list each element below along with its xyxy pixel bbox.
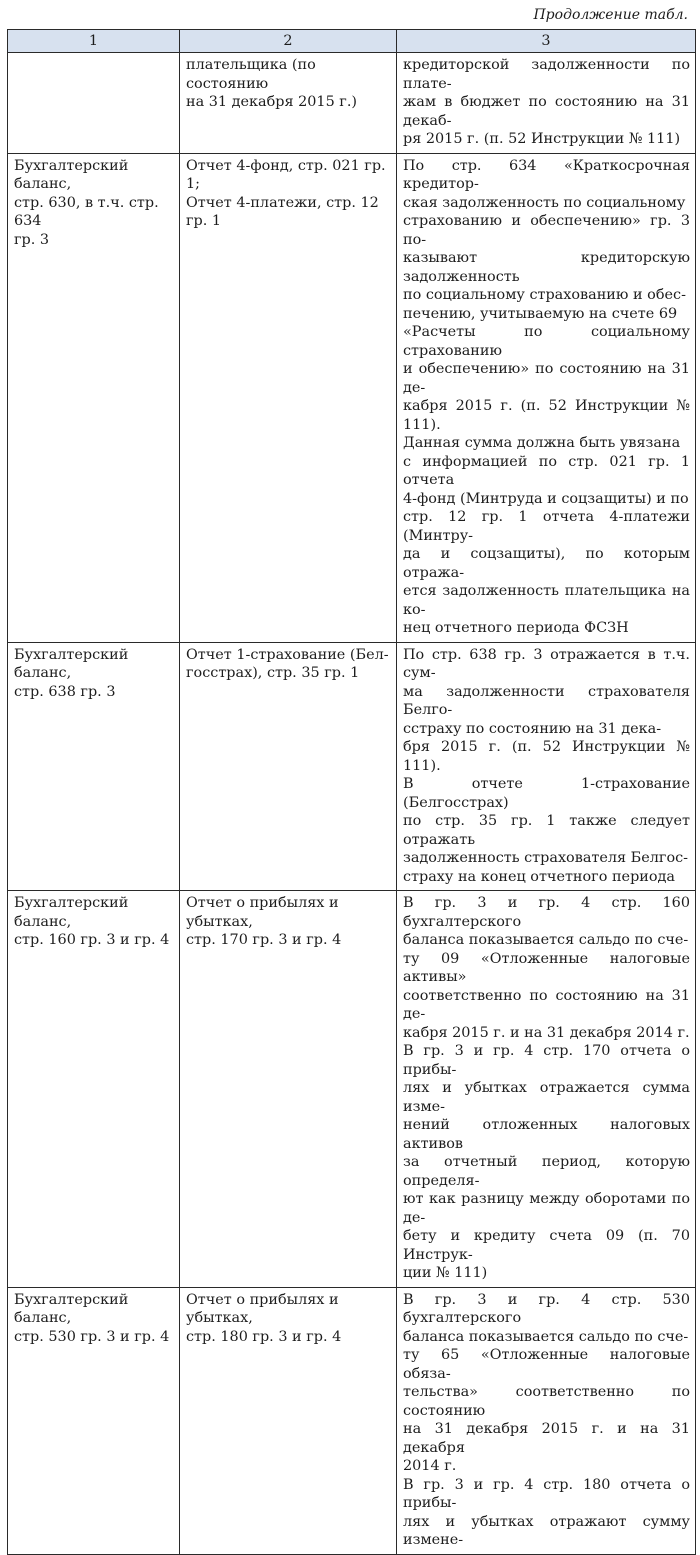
cell-text-line: соответственно по состоянию на 31 де- xyxy=(403,987,690,1022)
table-row xyxy=(8,153,696,642)
table-row xyxy=(8,53,696,154)
column-header-2: 2 xyxy=(180,30,397,53)
cell-text-line: стр. 12 гр. 1 отчета 4-платежи (Минтру- xyxy=(403,509,690,544)
table-cell-col-3 xyxy=(397,153,696,642)
cell-text-line: лях и убытках отражается сумма изме- xyxy=(403,1080,690,1115)
cell-text-line: стр. 630, в т.ч. стр. 634 xyxy=(14,194,159,229)
cell-text-line: По стр. 634 «Краткосрочная кредитор- xyxy=(403,157,690,192)
cell-text-line: печению, учитываемую на счете 69 xyxy=(403,305,678,322)
cell-text-line: Отчет о прибылях и убытках, xyxy=(186,1291,339,1326)
cell-text-line: по социальному страхованию и обес- xyxy=(403,287,686,303)
table-cell-col-1 xyxy=(8,642,180,891)
table-cell-col-3 xyxy=(397,1287,696,1554)
cell-text-line: стр. 530 гр. 3 и гр. 4 xyxy=(14,1328,170,1345)
table-cell-col-2 xyxy=(180,53,397,154)
cell-text-line: Отчет 4-платежи, стр. 12 гр. 1 xyxy=(186,194,379,229)
cell-text-line: по стр. 35 гр. 1 также следует отражать xyxy=(403,813,690,848)
cell-text-line: гр. 3 xyxy=(14,231,50,248)
cell-text-line: «Расчеты по социальному страхованию xyxy=(403,324,690,359)
cell-text-line: страху на конец отчетного периода xyxy=(403,868,675,885)
table-cell-col-2 xyxy=(180,642,397,891)
cell-text-line: плательщика (по состоянию xyxy=(186,57,316,92)
cell-text-line: ря 2015 г. (п. 52 Инструкции № 111) xyxy=(403,131,681,147)
table-continuation-caption: Продолжение табл. xyxy=(533,7,688,23)
cell-text-line: нец отчетного периода ФСЗН xyxy=(403,620,629,636)
cell-text-line: кабря 2015 г. (п. 52 Инструкции № 111). xyxy=(403,398,690,433)
cell-text-line: кредиторской задолженности по плате- xyxy=(403,57,690,92)
table-row xyxy=(8,891,696,1288)
table-cell-col-1 xyxy=(8,153,180,642)
cell-text-line: Бухгалтерский баланс, xyxy=(14,646,129,681)
table-cell-col-2 xyxy=(180,891,397,1288)
reconciliation-table xyxy=(7,29,696,1555)
cell-text-line: ту 65 «Отложенные налоговые обяза- xyxy=(403,1347,690,1382)
table-cell-col-1 xyxy=(8,1287,180,1554)
cell-text-line: с информацией по стр. 021 гр. 1 отчета xyxy=(403,453,690,488)
column-header-3: 3 xyxy=(397,30,696,53)
cell-text-line: нений отложенных налоговых активов xyxy=(403,1117,690,1152)
cell-text-line: ции № 111) xyxy=(403,1265,488,1281)
table-header-row xyxy=(8,30,696,53)
cell-text-line: стр. 160 гр. 3 и гр. 4 xyxy=(14,932,170,948)
cell-text-line: В гр. 3 и гр. 4 стр. 170 отчета о прибы- xyxy=(403,1043,690,1078)
table-row xyxy=(8,1287,696,1554)
cell-text-line: да и соцзащиты), по которым отража- xyxy=(403,546,690,581)
cell-text-line: жам в бюджет по состоянию на 31 декаб- xyxy=(403,94,690,129)
cell-text-line: на 31 декабря 2015 г. и на 31 декабря xyxy=(403,1421,690,1456)
cell-text-line: кабря 2015 г. и на 31 декабря 2014 г. xyxy=(403,1024,690,1041)
cell-text-line: ется задолженность плательщика на ко- xyxy=(403,583,690,618)
cell-text-line: Бухгалтерский баланс, xyxy=(14,895,129,930)
cell-text-line: и обеспечению» по состоянию на 31 де- xyxy=(403,361,690,396)
cell-text-line: В гр. 3 и гр. 4 стр. 180 отчета о прибы- xyxy=(403,1476,690,1511)
cell-text-line: ют как разницу между оборотами по де- xyxy=(403,1191,690,1226)
cell-text-line: ская задолженность по социальному xyxy=(403,194,686,211)
cell-text-line: По стр. 638 гр. 3 отражается в т.ч. сум- xyxy=(403,646,690,681)
cell-text-line: стр. 180 гр. 3 и гр. 4 xyxy=(186,1328,342,1345)
cell-text-line: сстраху по состоянию на 31 дека- xyxy=(403,720,662,737)
cell-text-line: Отчет 1-страхование (Бел- xyxy=(186,646,389,663)
table-cell-col-2 xyxy=(180,153,397,642)
column-header-1: 1 xyxy=(8,30,180,53)
cell-text-line: тельства» соответственно по состоянию xyxy=(403,1384,690,1419)
table-cell-col-1 xyxy=(8,891,180,1288)
cell-text-line: Бухгалтерский баланс, xyxy=(14,1291,129,1326)
table-cell-col-3 xyxy=(397,642,696,891)
cell-text-line: баланса показывается сальдо по сче- xyxy=(403,1328,689,1345)
cell-text-line: 2014 г. xyxy=(403,1458,457,1474)
table-row xyxy=(8,642,696,891)
cell-text-line: лях и убытках отражают сумму измене- xyxy=(403,1513,690,1548)
cell-text-line: Отчет о прибылях и убытках, xyxy=(186,895,339,930)
cell-text-line: Данная сумма должна быть увязана xyxy=(403,435,681,451)
cell-text-line: задолженность страхователя Белгос- xyxy=(403,850,689,866)
cell-text-line: казывают кредиторскую задолженность xyxy=(403,250,690,285)
cell-text-line: страхованию и обеспечению» гр. 3 по- xyxy=(403,213,690,248)
table-cell-col-1 xyxy=(8,53,180,154)
cell-text-line: В отчете 1-страхование (Белгосстрах) xyxy=(403,776,690,811)
cell-text-line: Отчет 4-фонд, стр. 021 гр. 1; xyxy=(186,157,386,192)
cell-text-line: стр. 638 гр. 3 xyxy=(14,683,116,700)
cell-text-line: на 31 декабря 2015 г.) xyxy=(186,94,358,110)
cell-text-line: В гр. 3 и гр. 4 стр. 160 бухгалтерского xyxy=(403,895,690,930)
cell-text-line: бря 2015 г. (п. 52 Инструкции № 111). xyxy=(403,739,690,774)
cell-text-line: баланса показывается сальдо по сче- xyxy=(403,932,689,948)
table-cell-col-3 xyxy=(397,891,696,1288)
cell-text-line: бету и кредиту счета 09 (п. 70 Инструк- xyxy=(403,1228,690,1263)
cell-text-line: ма задолженности страхователя Белго- xyxy=(403,683,690,718)
cell-text-line: стр. 170 гр. 3 и гр. 4 xyxy=(186,932,342,948)
table-cell-col-3 xyxy=(397,53,696,154)
cell-text-line: В гр. 3 и гр. 4 стр. 530 бухгалтерского xyxy=(403,1291,690,1326)
cell-text-line: ту 09 «Отложенные налоговые активы» xyxy=(403,950,690,985)
cell-text-line: Бухгалтерский баланс, xyxy=(14,157,129,192)
cell-text-line: 4-фонд (Минтруда и соцзащиты) и по xyxy=(403,490,689,507)
table-cell-col-2 xyxy=(180,1287,397,1554)
cell-text-line: госстрах), стр. 35 гр. 1 xyxy=(186,665,360,681)
cell-text-line: за отчетный период, которую определя- xyxy=(403,1154,690,1189)
